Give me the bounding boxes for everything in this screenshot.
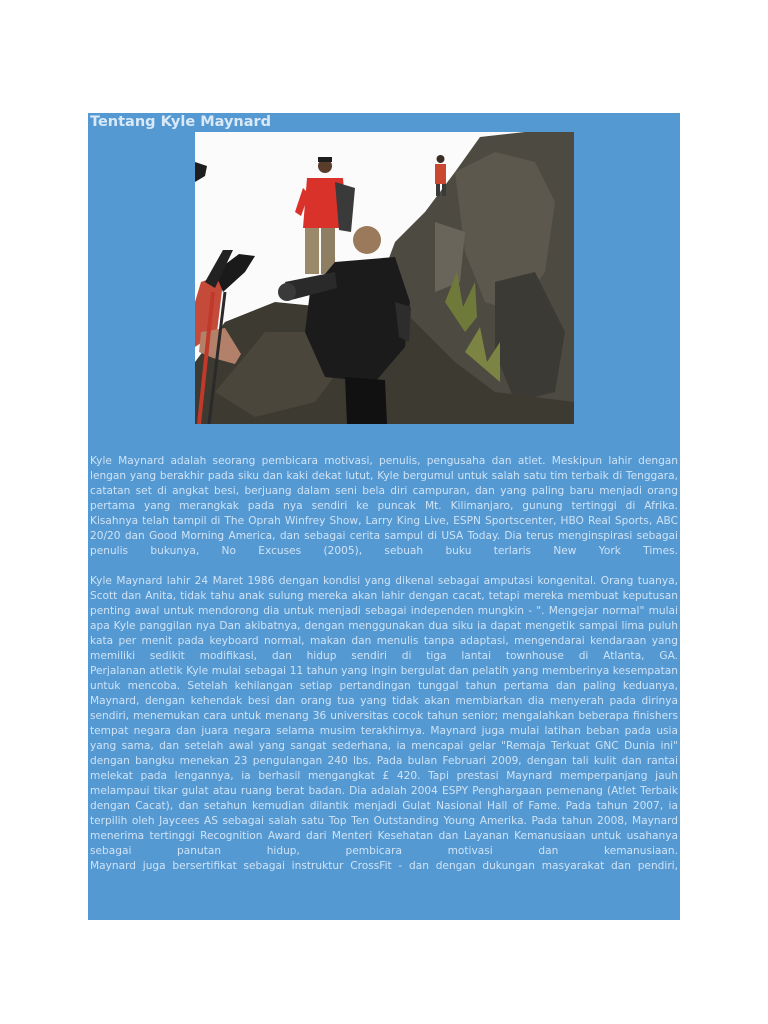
climbing-photo-illustration — [195, 132, 574, 424]
article-body — [90, 454, 678, 874]
article-panel — [88, 113, 680, 920]
paragraph-athletics: Perjalanan atletik Kyle mulai sebagai 11 tahun yang ingin bergulat dan pelatih yang memberinya kesempatan untuk mencoba. Setelah kehilangan setiap pertandingan tunggal tahun pertama dan paling keduanya, Maynard, dengan kehendak besi dan orang tua yang tidak akan membiarkan dia menyerah pada dirinya sendiri, menemukan cara untuk menang 36 universitas cocok tahun senior; mengalahkan beberapa finishers tempat negara dan juara negara selama musim terakhirnya. Maynard juga mulai latihan beban pada usia yang sama, dan setelah awal yang sangat sederhana, ia mencapai gelar "Remaja Terkuat GNC Dunia ini" dengan bangku menekan 23 pengulangan 240 lbs. Pada bulan Februari 2009, dengan tali kulit dan rantai melekat pada lengannya, ia berhasil mengangkat £ 420. Tapi prestasi Maynard memperpanjang jauh melampaui tikar gulat atau ruang berat badan. Dia adalah 2004 ESPY Penghargaan pemenang (Atlet Terbaik dengan Cacat), dan setahun kemudian dilantik menjadi Gulat Nasional Hall of Fame. Pada tahun 2007, ia terpilih oleh Jaycees AS sebagai salah satu Top Ten Outstanding Young Amerika. Pada tahun 2008, Maynard menerima tertinggi Recognition Award dari Menteri Kesehatan dan Layanan Kemanusiaan untuk usahanya sebagai panutan hidup, pembicara motivasi dan kemanusiaan. — [90, 665, 678, 857]
paragraph-intro: Kyle Maynard adalah seorang pembicara motivasi, penulis, pengusaha dan atlet. Meskipun lahir dengan lengan yang berakhir pada siku dan kaki dekat lutut, Kyle bergumul untuk salah satu tim terbaik di Tenggara, catatan set di angkat besi, berjuang dalam seni bela diri campuran, dan yang paling baru menjadi orang pertama yang merangkak pada nya sendiri ke puncak Mt. Kilimanjaro, gunung tertinggi di Afrika. — [90, 455, 678, 512]
paragraph-crossfit: Maynard juga bersertifikat sebagai instruktur CrossFit - dan dengan dukungan masyarakat dan pendiri, — [90, 860, 678, 872]
paragraph-gap — [90, 559, 678, 574]
paragraph-media: Kisahnya telah tampil di The Oprah Winfrey Show, Larry King Live, ESPN Sportscenter, HBO Real Sports, ABC 20/20 dan Good Morning America, dan sebagai cerita sampul di USA Today. Dia terus menginspirasi sebagai penulis bukunya, No Excuses (2005), sebuah buku terlaris New York Times. — [90, 515, 678, 557]
article-title: Tentang Kyle Maynard — [90, 114, 272, 130]
article-photo — [195, 132, 574, 424]
paragraph-birth: Kyle Maynard lahir 24 Maret 1986 dengan kondisi yang dikenal sebagai amputasi kongenital. Orang tuanya, Scott dan Anita, tidak tahu anak sulung mereka akan lahir dengan cacat, tetapi mereka membuat keputusan penting awal untuk mendorong dia untuk menjadi sebagai independen mungkin - ". Mengejar normal" mulai apa Kyle panggilan nya Dan akibatnya, dengan menggunakan dua siku ia dapat mengetik sampai lima puluh kata per menit pada keyboard normal, makan dan menulis tanpa adaptasi, mengendarai kendaraan yang memiliki sedikit modifikasi, dan hidup sendiri di tiga lantai townhouse di Atlanta, GA. — [90, 575, 678, 662]
